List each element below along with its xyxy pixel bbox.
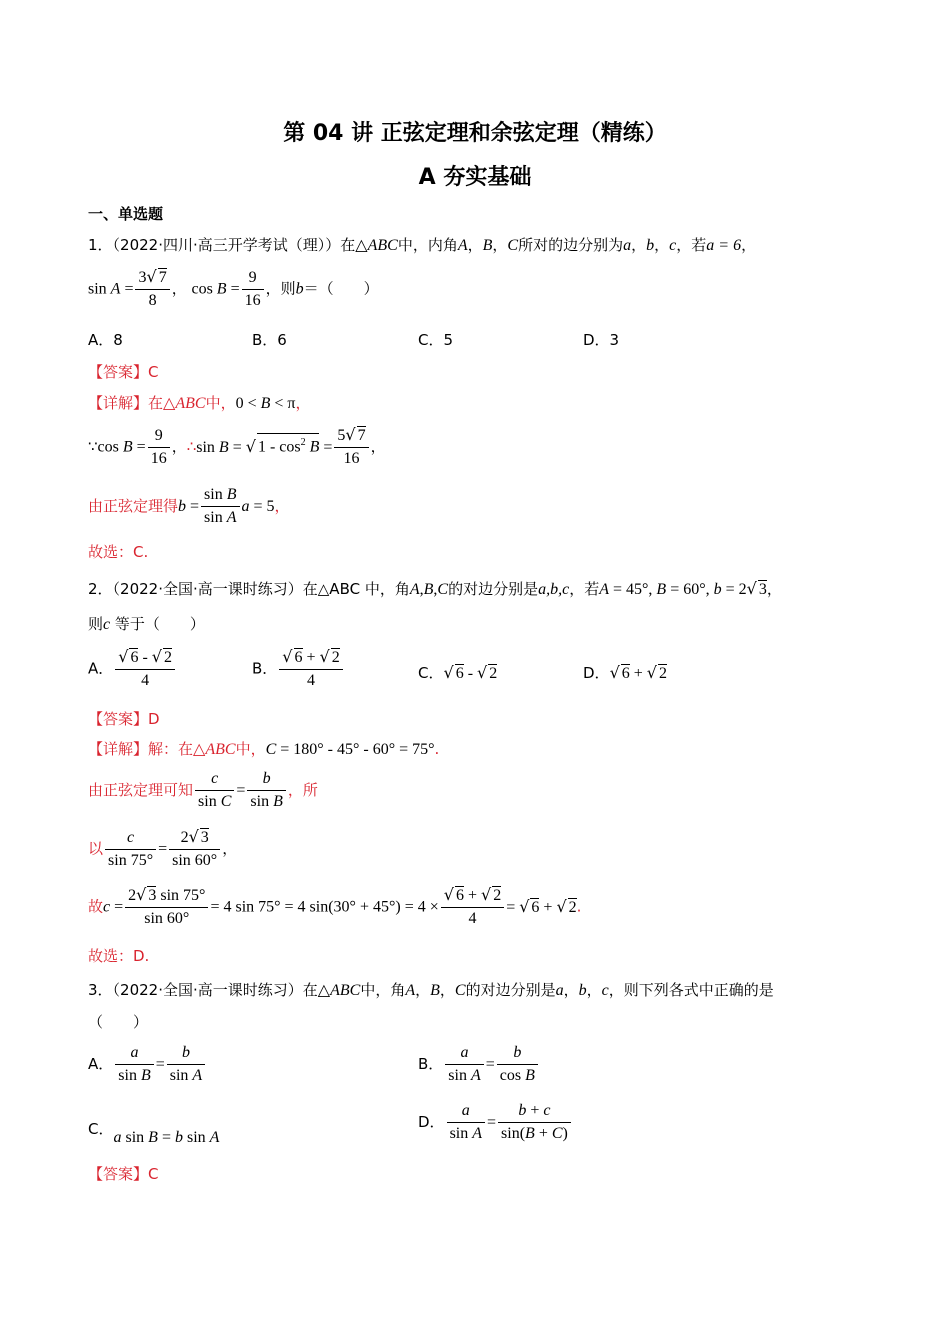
section-heading: 一、单选题 xyxy=(88,205,164,223)
answer-value: D xyxy=(148,710,160,728)
fraction: $\frac{√ 6 + √ 2}{4}$ xyxy=(441,884,504,930)
fraction: $\frac{b}{\text{cos B}}$ xyxy=(497,1042,538,1087)
answer-value: C xyxy=(148,1165,159,1183)
q3-option-b[interactable]: B． $\frac{a}{\text{sin A}}$ = $\frac{b}{\text{cos B}}$ xyxy=(418,1042,540,1087)
q2-option-a[interactable] xyxy=(88,646,177,692)
q1-text: 中，内角 xyxy=(397,236,458,254)
detail-text: 中， xyxy=(205,394,236,412)
fraction: $\frac{c}{\text{sin C}}$ xyxy=(195,768,234,813)
q1-text: 在 xyxy=(340,236,356,254)
q3-source: （2022·全国·高一课时练习） xyxy=(112,981,303,999)
q2-source: （2022·全国·高一课时练习） xyxy=(112,580,303,598)
q1-answer xyxy=(88,361,159,382)
fraction: $\frac{5√ 7}{16}$ xyxy=(334,424,368,470)
q2-detail-line3: 以 $\frac{c}{\sin 75^\circ}$ = $\frac{2√ 3}{\sin 60^\circ}$ ， xyxy=(88,826,237,872)
q1-source: （2022·四川·高三开学考试（理）） xyxy=(112,236,341,254)
q3-stem-line1: 3．（2022·全国·高一课时练习）在△ABC中，角A，B，C的对边分别是a，b，c，则下列各式中正确的是 xyxy=(88,981,774,999)
fraction: $\frac{c}{\sin 75^\circ}$ xyxy=(105,827,156,872)
q2-choose: 故选：D. xyxy=(88,947,150,965)
page-title: 第 04 讲 正弦定理和余弦定理（精练） xyxy=(283,121,667,146)
q3-answer xyxy=(88,1163,159,1184)
detail-text: 故 xyxy=(88,897,104,916)
fraction: $\frac{9}{16}$ xyxy=(242,267,264,312)
q1-choose: 故选：C. xyxy=(88,543,149,561)
fraction: $\frac{3√ 7}{8}$ xyxy=(135,266,169,312)
q2-stem-line2: 则c 等于（ ） xyxy=(88,615,205,633)
q1-option-d[interactable]: D．3 xyxy=(583,331,620,349)
q2-detail-line2: 由正弦定理可知 $\frac{c}{\text{sin C}}$ = $\frac{b}{\text{sin B}}$ ，所 xyxy=(88,768,318,813)
q3-option-d[interactable]: D． $\frac{a}{\text{sin A}}$ = $\frac{b + c}{\sin(B + C)}$ xyxy=(418,1100,573,1145)
detail-text: 以 xyxy=(88,839,104,858)
detail-label: 【详解】 xyxy=(88,740,149,758)
answer-label: 【答案】 xyxy=(88,710,149,728)
q1-text: ，则 xyxy=(265,279,296,298)
q2-text: ，若 xyxy=(569,580,600,598)
option-label: B． xyxy=(252,659,278,678)
q2-option-c[interactable]: C．√ 6 - √ 2 xyxy=(418,663,498,682)
option-label: C． xyxy=(418,664,444,682)
q1-detail-line3: 由正弦定理得b = $\frac{\text{sin B}}{\text{sin A}}$ a = 5， xyxy=(88,484,290,529)
option-label: D． xyxy=(418,1113,445,1131)
q2-option-b[interactable] xyxy=(252,646,345,692)
q1-condition: a = 6 xyxy=(706,237,742,254)
fraction: $\frac{b}{\text{sin A}}$ xyxy=(167,1042,205,1087)
fraction: $\frac{√ 6 - √ 2}{4}$ xyxy=(115,646,175,692)
fraction: $\frac{a}{\text{sin B}}$ xyxy=(115,1042,153,1087)
q1-option-a[interactable]: A．8 xyxy=(88,331,123,349)
fraction: $\frac{2√ 3 \sin 75^\circ}{\sin 60^\circ}$ xyxy=(125,884,208,930)
answer-value: C xyxy=(148,363,159,381)
q3-option-c[interactable]: C．a sin B = b sin A xyxy=(88,1120,220,1146)
detail-text: 由正弦定理可知 xyxy=(88,781,194,799)
q2-text: 则 xyxy=(88,615,104,633)
q3-option-a[interactable]: A． $\frac{a}{\text{sin B}}$ = $\frac{b}{\text{sin A}}$ xyxy=(88,1042,207,1087)
page-subtitle: A 夯实基础 xyxy=(418,165,532,190)
q3-number: 3． xyxy=(88,981,113,999)
option-label: D． xyxy=(583,664,610,682)
detail-text: 解：在 xyxy=(148,740,194,758)
q1-stem-line2: sin A = $\frac{3√ 7}{8}$ ， cos B = $\frac{9}{16}$ ，则b＝（ ） xyxy=(88,266,379,312)
q3-stem-line2: （ ） xyxy=(88,1013,149,1031)
q1-detail-line2: ∵cos B = $\frac{9}{16}$ ，∴sin B = √ $1 - \cos^2 B$ = $\frac{5√ 7}{16}$ ， xyxy=(88,424,386,470)
fraction: $\frac{a}{\text{sin A}}$ xyxy=(447,1100,485,1145)
fraction: $\frac{9}{16}$ xyxy=(148,425,170,470)
q1-option-c[interactable]: C．5 xyxy=(418,331,454,349)
q3-text: ，则下列各式中正确的是 xyxy=(608,981,774,999)
q2-answer xyxy=(88,708,160,729)
fraction: $\frac{2√ 3}{\sin 60^\circ}$ xyxy=(169,826,220,872)
detail-text: ，所 xyxy=(287,781,318,799)
option-label: B． xyxy=(418,1055,444,1073)
answer-label: 【答案】 xyxy=(88,1165,149,1183)
q1-text: ＝（ ） xyxy=(303,279,379,298)
detail-label: 【详解】 xyxy=(88,394,149,412)
q3-text: 在 xyxy=(302,981,318,999)
q1-stem-line1: 1．（2022·四川·高三开学考试（理））在△ABC中，内角A，B，C所对的边分别为a，b，c，若a = 6， xyxy=(88,236,757,254)
q2-number: 2． xyxy=(88,580,113,598)
fraction: $\frac{b}{\text{sin B}}$ xyxy=(247,768,285,813)
q3-text: 中，角 xyxy=(360,981,406,999)
q1-text: 所对的边分别为 xyxy=(518,236,624,254)
option-label: A． xyxy=(88,659,114,678)
q1-triangle: △ABC xyxy=(355,237,398,254)
fraction: $\frac{\text{sin B}}{\text{sin A}}$ xyxy=(201,484,239,529)
q2-detail-line1: 【详解】解：在△ABC中，C = 180° - 45° - 60° = 75°. xyxy=(88,740,440,758)
q3-text: 的对边分别是 xyxy=(465,981,556,999)
symbol: ∴ xyxy=(186,437,197,456)
symbol: ∵ xyxy=(88,437,98,456)
q2-option-d[interactable]: D．√ 6 + √ 2 xyxy=(583,663,667,682)
option-label: A． xyxy=(88,1055,114,1073)
q2-stem-line1: 2．（2022·全国·高一课时练习）在△ABC 中，角A,B,C的对边分别是a,b,c，若A = 45°, B = 60°, b = 2√ 3， xyxy=(88,579,782,598)
detail-text: 在 xyxy=(148,394,164,412)
q1-detail-line1: 【详解】在△ABC中，0 < B < π， xyxy=(88,394,311,412)
answer-label: 【答案】 xyxy=(88,363,149,381)
detail-text: 由正弦定理得 xyxy=(88,497,179,515)
fraction: $\frac{b + c}{\sin(B + C)}$ xyxy=(498,1100,571,1145)
q1-text: ，若 xyxy=(676,236,707,254)
q2-detail-line4: 故c = $\frac{2√ 3 \sin 75^\circ}{\sin 60^\circ}$ = 4 sin 75° = 4 sin(30° + 45°) = 4 × $\frac{√ 6 + √ 2}{4}$ = √ 6 + √ 2. xyxy=(88,884,581,930)
q2-text: 等于（ ） xyxy=(114,615,205,633)
detail-text: 中， xyxy=(235,740,266,758)
q2-text: 的对边分别是 xyxy=(448,580,539,598)
fraction: $\frac{a}{\text{sin A}}$ xyxy=(445,1042,483,1087)
option-label: C． xyxy=(88,1120,114,1138)
q1-number: 1． xyxy=(88,236,113,254)
q2-text: 在△ABC 中，角 xyxy=(302,580,410,598)
fraction: $\frac{√ 6 + √ 2}{4}$ xyxy=(279,646,342,692)
q1-option-b[interactable]: B．6 xyxy=(252,331,287,349)
